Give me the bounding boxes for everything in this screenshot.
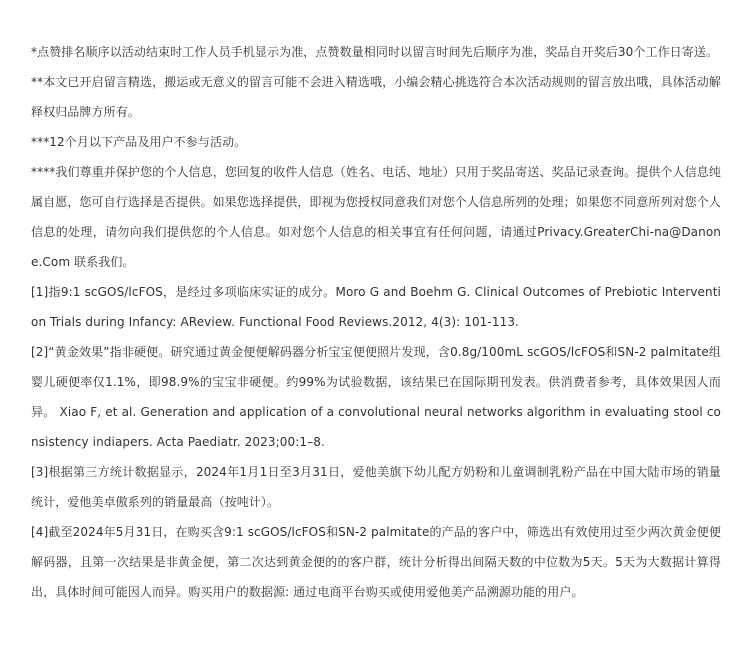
note-privacy: ****我们尊重并保护您的个人信息，您回复的收件人信息（姓名、电话、地址）只用于奖品寄送、奖品记录查询。提供个人信息纯属自愿，您可自行选择是否提供。如果您选择提供，即视为您授权同意我们对您个人信息所列的处理；如果您不同意所列对您个人信息的处理，请勿向我们提供您的个人信息。如对您个人信息的相关事宜有任何问题，请通过Privacy.GreaterChi-na@Danone.Com 联系我们。 — [31, 165, 721, 269]
note-comment-selection: **本文已开启留言精选，搬运或无意义的留言可能不会进入精选哦，小编会精心挑选符合本次活动规则的留言放出哦，具体活动解释权归品牌方所有。 — [31, 75, 721, 119]
note-like-ranking: *点赞排名顺序以活动结束时工作人员手机显示为准，点赞数量相同时以留言时间先后顺序为准，奖品自开奖后30个工作日寄送。 — [31, 45, 719, 59]
reference-4: [4]截至2024年5月31日，在购买含9:1 scGOS/lcFOS和SN-2 palmitate的产品的客户中，筛选出有效使用过至少两次黄金便便解码器，且第一次结果是非黄金便，第二次达到黄金便的的客户群，统计分析得出间隔天数的中位数为5天。5天为大数据计算得出，具体时间可能因人而异。购买用户的数据源: 通过电商平台购买或使用爱他美产品溯源功能的用户。 — [31, 525, 721, 599]
note-age-restriction: ***12个月以下产品及用户不参与活动。 — [31, 135, 247, 149]
reference-2: [2]“黄金效果”指非硬便。研究通过黄金便便解码器分析宝宝便便照片发现，含0.8g/100mL scGOS/lcFOS和SN-2 palmitate组婴儿硬便率仅1.1%，即98.9%的宝宝非硬便。约99%为试验数据，该结果已在国际期刊发表。供消费者参考，具体效果因人而异。 Xiao F, et al. Generation and application of a convolutional neural networks algorithm in evaluating stool consistency indiapers. Acta Paediatr. 2023;00:1–8. — [31, 345, 721, 449]
reference-3: [3]根据第三方统计数据显示，2024年1月1日至3月31日，爱他美旗下幼儿配方奶粉和儿童调制乳粉产品在中国大陆市场的销量统计，爱他美卓傲系列的销量最高（按吨计）。 — [31, 465, 721, 509]
reference-1: [1]指9:1 scGOS/lcFOS，是经过多项临床实证的成分。Moro G and Boehm G. Clinical Outcomes of Prebiotic Intervention Trials during Infancy: AReview. Functional Food Reviews.2012, 4(3): 101-113. — [31, 285, 721, 329]
footnotes-section — [31, 37, 721, 607]
